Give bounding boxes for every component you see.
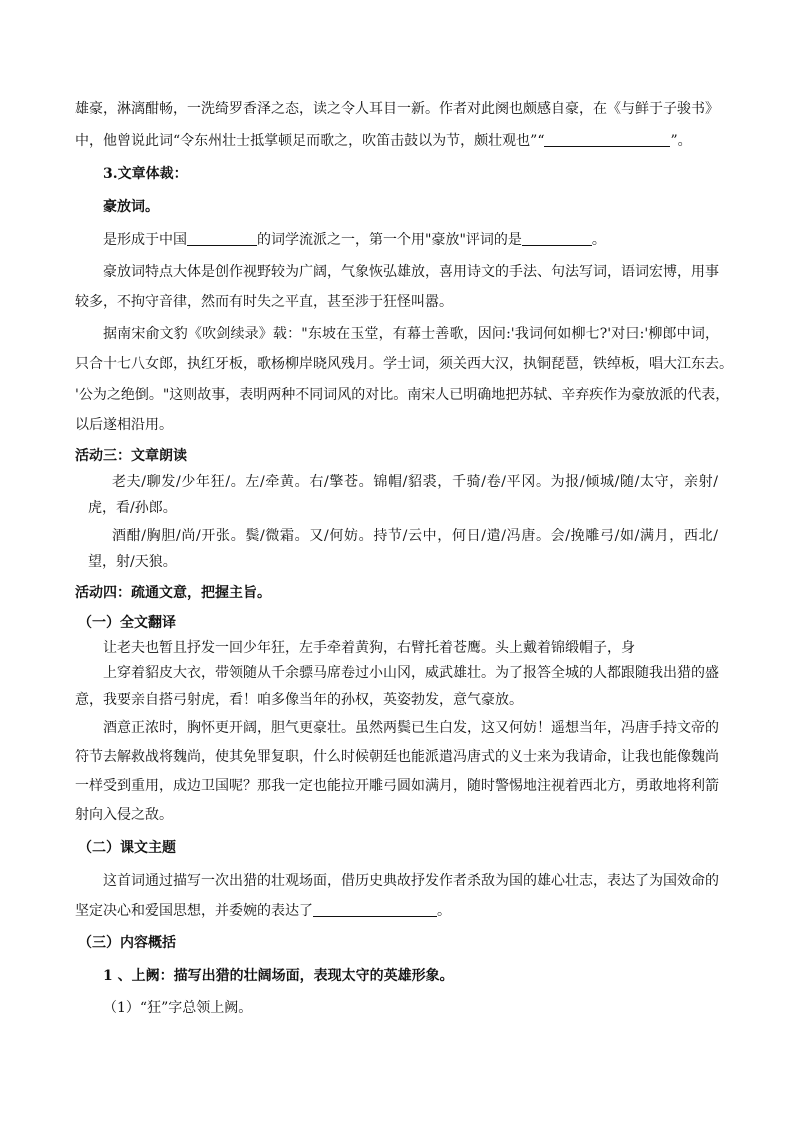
theme-line-2-end: 。	[437, 903, 451, 919]
section-3-heading: 3.文章体裁：	[103, 166, 188, 182]
reading-line-3: 酒酣/胸胆/尚/开张。鬓/微霜。又/何妨。持节/云中，何日/遣/冯唐。会/挽雕弓/如/满月，西北/	[112, 528, 718, 544]
answer-blank-2[interactable]	[187, 231, 257, 246]
section-3-subheading: 豪放词。	[103, 199, 159, 215]
genre-definition-text-b: 的词学流派之一，第一个用"豪放"评词的是	[257, 232, 522, 248]
anecdote-line-3: '公为之绝倒。"这则故事，表明两种不同词风的对比。南宋人已明确地把苏轼、辛弃疾作为豪放派的代表，	[75, 387, 730, 403]
intro-line-1: 雄豪，淋漓酣畅，一洗绮罗香泽之态，读之令人耳目一新。作者对此阕也颇感自豪，在《与鲜于子骏书》	[75, 101, 719, 117]
reading-line-4: 望，射/天狼。	[88, 554, 177, 570]
answer-blank-4[interactable]	[313, 902, 437, 917]
summary-heading: （三）内容概括	[78, 935, 176, 951]
translation-line-2: 上穿着貂皮大衣，带领随从千余骠马席卷过小山冈，威武雄壮。为了报答全城的人都跟随我出猎的盛	[103, 665, 719, 681]
anecdote-line-1: 据南宋俞文豹《吹剑续录》载："东坡在玉堂，有幕士善歌，因问:'我词何如柳七?'对曰:'柳郎中词，	[103, 326, 719, 342]
answer-blank-1[interactable]	[544, 132, 670, 147]
reading-line-2: 虎，看/孙郎。	[88, 500, 177, 516]
feature-line-2: 较多，不拘守音律，然而有时失之平直，甚至涉于狂怪叫嚣。	[75, 294, 453, 310]
answer-blank-3[interactable]	[522, 231, 592, 246]
translation-line-3: 意，我要亲自搭弓射虎，看！咱多像当年的孙权，英姿勃发，意气豪放。	[75, 692, 523, 708]
translation-line-7: 射向入侵之敌。	[75, 807, 173, 823]
intro-line-2-text: 中，他曾说此词“令东州壮士抵掌顿足而歌之，吹笛击鼓以为节，颇壮观也”“	[75, 133, 545, 149]
translation-line-6: 一样受到重用，成边卫国呢？那我一定也能拉开雕弓圆如满月，随时警惕地注视着西北方，勇敢地将利箭	[75, 778, 719, 794]
summary-item-1: （1）“狂”字总领上阙。	[103, 1000, 253, 1016]
anecdote-line-2: 只合十七八女郎，执红牙板，歌杨柳岸晓风残月。学士词，须关西大汉，执铜琵琶，铁绰板，唱大江东去。	[75, 356, 733, 372]
translation-line-1: 让老夫也暂且抒发一回少年狂，左手牵着黄狗，右臂托着苍鹰。头上戴着锦缎帽子，身	[103, 640, 635, 656]
genre-definition-text-c: 。	[591, 232, 606, 248]
intro-line-2	[75, 131, 692, 151]
feature-line-1: 豪放词特点大体是创作视野较为广阔，气象恢弘雄放，喜用诗文的手法、句法写词，语词宏博，用事	[103, 264, 719, 280]
translation-line-4: 酒意正浓时，胸怀更开阔，胆气更豪壮。虽然两鬓已生白发，这又何妨！遥想当年，冯唐手持文帝的	[103, 720, 719, 736]
intro-line-2-end: ”。	[670, 133, 692, 149]
reading-line-1: 老夫/聊发/少年狂/。左/牵黄。右/擎苍。锦帽/貂裘，千骑/卷/平冈。为报/倾城/随/太守，亲射/	[112, 474, 718, 490]
genre-definition-text-a: 是形成于中国	[103, 232, 187, 248]
translation-line-5: 符节去解救战将魏尚，使其免罪复职，什么时候朝廷也能派遣冯唐式的义士来为我请命，让我也能像魏尚	[75, 749, 719, 765]
genre-definition-line	[103, 230, 606, 250]
translation-heading: （一）全文翻译	[78, 615, 176, 631]
summary-part-1: 1 、上阙：描写出猎的壮阔场面，表现太守的英雄形象。	[103, 968, 454, 984]
activity-4-heading: 活动四：疏通文意，把握主旨。	[75, 585, 271, 601]
activity-3-heading: 活动三：文章朗读	[75, 448, 187, 464]
theme-line-2-text: 坚定决心和爱国思想，并委婉的表达了	[75, 903, 313, 919]
anecdote-line-4: 以后遂相沿用。	[75, 417, 173, 433]
theme-line-2	[75, 901, 451, 921]
theme-line-1: 这首词通过描写一次出猎的壮观场面，借历史典故抒发作者杀敌为国的雄心壮志，表达了为国效命的	[103, 873, 719, 889]
theme-heading: （二）课文主题	[78, 840, 176, 856]
